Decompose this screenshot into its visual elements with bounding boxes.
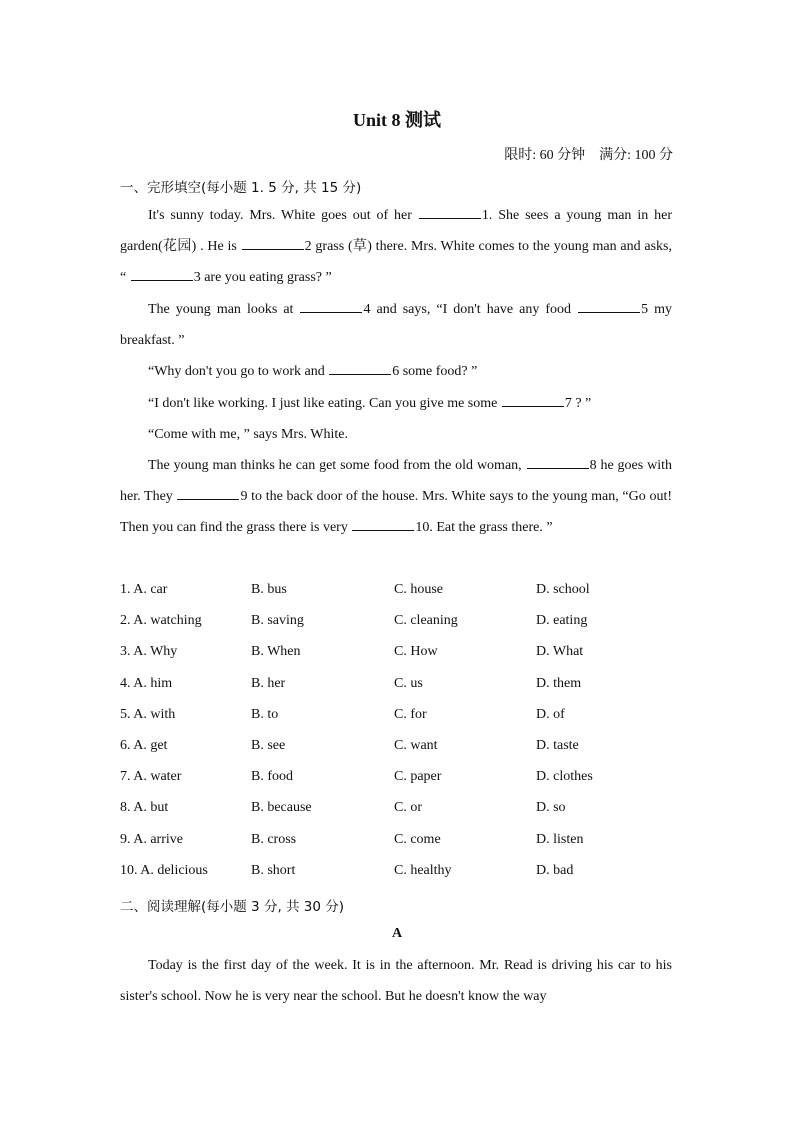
blank-7[interactable]	[502, 394, 564, 407]
blank-8[interactable]	[527, 456, 589, 469]
section-heading-cloze: 一、完形填空(每小题 1. 5 分, 共 15 分)	[120, 180, 362, 196]
blank-10[interactable]	[352, 518, 414, 531]
time-limit: 限时: 60 分钟	[504, 148, 586, 163]
option-row-4: 4. A. him B. her C. us D. them	[120, 675, 582, 691]
blank-1[interactable]	[419, 206, 481, 219]
cloze-options	[120, 576, 680, 888]
option-row-9: 9. A. arrive B. cross C. come D. listen	[120, 831, 584, 847]
blank-3[interactable]	[131, 268, 193, 281]
page-title: Unit 8 测试	[352, 110, 441, 130]
blank-5[interactable]	[578, 300, 640, 313]
cloze-paragraph-3: “Why don't you go to work and 6 some food? ”	[148, 364, 478, 379]
exam-limits	[504, 144, 673, 164]
option-row-2: 2. A. watching B. saving C. cleaning D. eating	[120, 613, 588, 629]
option-row-6: 6. A. get B. see C. want D. taste	[120, 737, 579, 753]
cloze-paragraph-1: It's sunny today. Mrs. White goes out of her 1. She sees a young man in her garden(花园) . He is 2 grass (草) there. Mrs. White comes to the young man and asks, “ 3 are you eating grass? ”	[120, 208, 672, 286]
option-row-8: 8. A. but B. because C. or D. so	[120, 800, 566, 816]
blank-6[interactable]	[329, 362, 391, 375]
full-score: 满分: 100 分	[599, 148, 673, 163]
cloze-paragraph-4: “I don't like working. I just like eating. Can you give me some 7 ? ”	[148, 396, 592, 411]
option-row-7: 7. A. water B. food C. paper D. clothes	[120, 769, 593, 785]
option-row-10: 10. A. delicious B. short C. healthy D. bad	[120, 862, 574, 878]
passage-label: A	[391, 926, 403, 941]
reading-paragraph-1: Today is the first day of the week. It is in the afternoon. Mr. Read is driving his car to his sister's school. Now he is very near the school. But he doesn't know the way	[120, 958, 672, 1005]
cloze-paragraph-6: The young man thinks he can get some food from the old woman, 8 he goes with her. They 9 to the back door of the house. Mrs. White says to the young man, “Go out! Then you can find the grass there is very 10. Eat the grass there. ”	[120, 458, 672, 536]
option-row-5: 5. A. with B. to C. for D. of	[120, 706, 565, 722]
section-heading-reading: 二、阅读理解(每小题 3 分, 共 30 分)	[120, 899, 345, 915]
cloze-paragraph-2: The young man looks at 4 and says, “I don't have any food 5 my breakfast. ”	[120, 302, 673, 349]
blank-4[interactable]	[300, 300, 362, 313]
option-row-1: 1. A. car B. bus C. house D. school	[120, 582, 590, 597]
blank-9[interactable]	[177, 487, 239, 500]
option-row-3: 3. A. Why B. When C. How D. What	[120, 644, 584, 660]
blank-2[interactable]	[242, 237, 304, 250]
cloze-paragraph-5: “Come with me, ” says Mrs. White.	[148, 427, 348, 442]
